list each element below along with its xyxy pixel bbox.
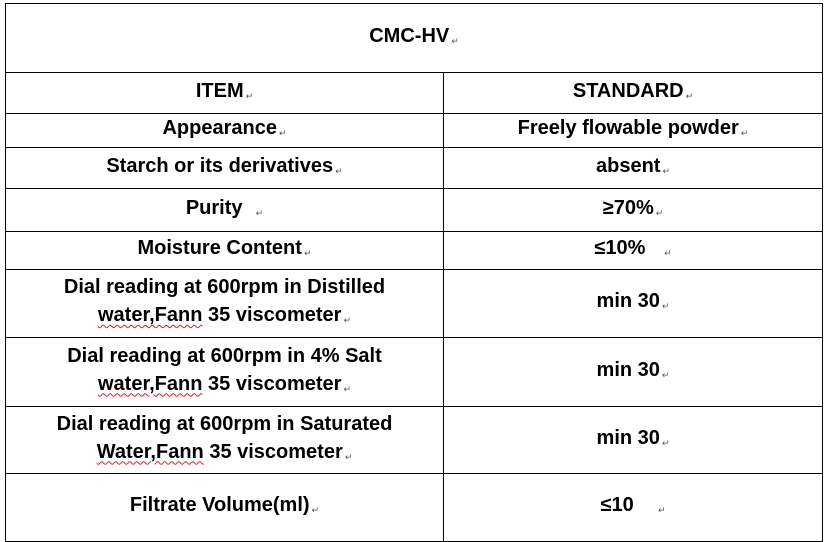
table-row — [6, 232, 823, 270]
standard-cell: Freely flowable powder ↵ — [444, 114, 823, 148]
item-cell: Filtrate Volume(ml) ↵ — [6, 474, 444, 542]
paragraph-mark-icon: ↵ — [303, 248, 312, 258]
table-row — [6, 270, 823, 338]
table-row — [6, 474, 823, 542]
table-title-cell — [6, 4, 823, 73]
paragraph-mark-icon: ↵ — [662, 165, 671, 176]
cmc-hv-spec-table — [5, 3, 823, 542]
title-row — [6, 4, 823, 73]
standard-cell: ≤10 ↵ — [444, 474, 823, 542]
paragraph-mark-icon: ↵ — [655, 207, 664, 218]
paragraph-mark-icon: ↵ — [343, 383, 351, 394]
paragraph-mark-icon: ↵ — [311, 505, 320, 515]
table-title: CMC-HV — [369, 24, 450, 47]
header-item: ITEM ↵ — [6, 73, 444, 114]
spellcheck-underlined-text: water,Fann — [97, 372, 203, 395]
item-cell: Starch or its derivatives ↵ — [6, 148, 444, 189]
paragraph-mark-icon: ↵ — [685, 90, 694, 101]
paragraph-mark-icon: ↵ — [664, 248, 672, 258]
standard-cell: ≥70% ↵ — [444, 189, 823, 232]
paragraph-mark-icon: ↵ — [344, 451, 353, 462]
standard-cell: ≤10% ↵ — [444, 232, 823, 270]
paragraph-mark-icon: ↵ — [661, 369, 670, 380]
paragraph-mark-icon: ↵ — [278, 128, 287, 138]
paragraph-mark-icon: ↵ — [661, 301, 670, 311]
item-cell: Appearance ↵ — [6, 114, 444, 148]
item-cell: Dial reading at 600rpm in 4% Salt water,Fann 35 viscometer ↵ — [6, 338, 444, 407]
standard-cell: absent ↵ — [444, 148, 823, 189]
table-row — [6, 407, 823, 474]
paragraph-mark-icon: ↵ — [451, 35, 459, 46]
header-standard: STANDARD ↵ — [444, 73, 823, 114]
standard-cell: min 30 ↵ — [444, 407, 823, 474]
table-row — [6, 189, 823, 232]
paragraph-mark-icon: ↵ — [657, 505, 666, 515]
spellcheck-underlined-text: water,Fann — [97, 304, 203, 326]
paragraph-mark-icon: ↵ — [740, 128, 749, 138]
spellcheck-underlined-text: Water,Fann — [96, 440, 204, 463]
item-cell: Moisture Content ↵ — [6, 232, 444, 270]
item-cell: Dial reading at 600rpm in Distilled water,Fann 35 viscometer ↵ — [6, 270, 444, 338]
table-row — [6, 338, 823, 407]
table-row — [6, 148, 823, 189]
paragraph-mark-icon: ↵ — [343, 315, 351, 325]
paragraph-mark-icon: ↵ — [245, 90, 254, 101]
table-row — [6, 114, 823, 148]
standard-cell: min 30 ↵ — [444, 338, 823, 407]
item-cell: Dial reading at 600rpm in Saturated Water,Fann 35 viscometer ↵ — [6, 407, 444, 474]
header-row — [6, 73, 823, 114]
paragraph-mark-icon: ↵ — [661, 437, 670, 448]
standard-cell: min 30 ↵ — [444, 270, 823, 338]
paragraph-mark-icon: ↵ — [335, 165, 343, 176]
item-cell: Purity ↵ — [6, 189, 444, 232]
paragraph-mark-icon: ↵ — [255, 207, 264, 218]
